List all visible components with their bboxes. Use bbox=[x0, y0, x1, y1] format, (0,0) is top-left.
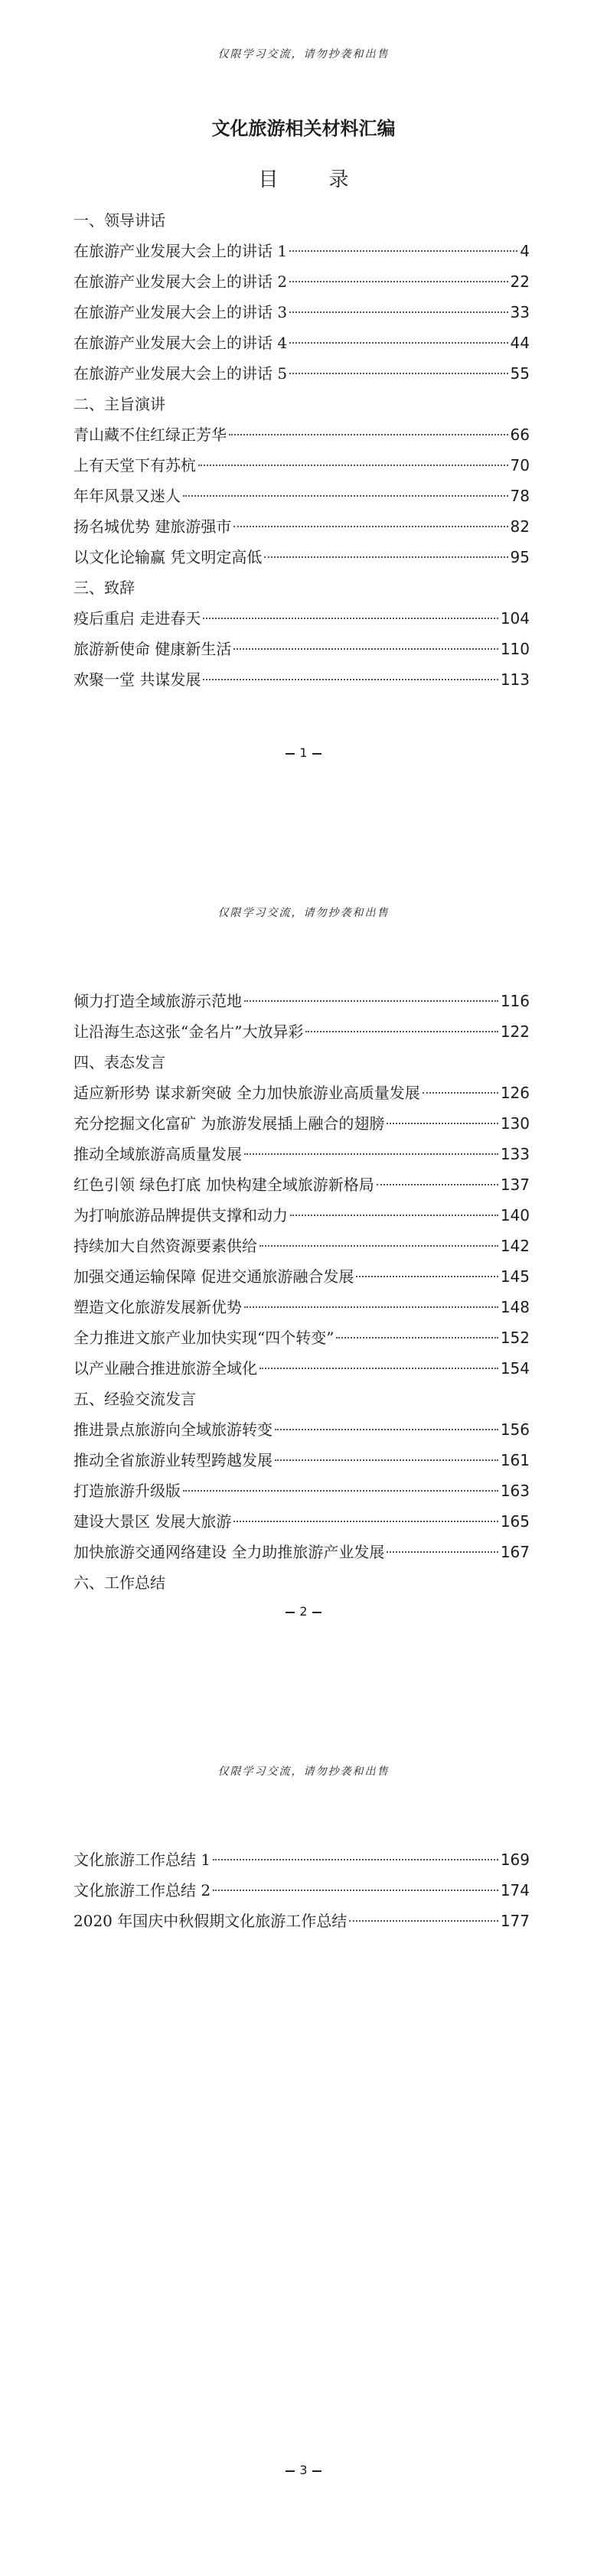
toc-entry-title: 倾力打造全域旅游示范地 bbox=[73, 992, 242, 1010]
toc-entry-title: 红色引领 绿色打底 加快构建全域旅游新格局 bbox=[73, 1176, 374, 1194]
toc-entry-title: 青山藏不住红绿正芳华 bbox=[73, 426, 227, 444]
table-of-contents bbox=[73, 1844, 530, 1936]
page-header: 仅限学习交流，请勿抄袭和出售 bbox=[217, 1766, 390, 1778]
toc-leader-dots bbox=[289, 311, 507, 313]
toc-entry-page: 177 bbox=[500, 1912, 530, 1930]
toc-entry-page: 163 bbox=[500, 1482, 530, 1500]
toc-entry-title: 加强交通运输保障 促进交通旅游融合发展 bbox=[73, 1267, 354, 1286]
toc-entry[interactable] bbox=[73, 1537, 530, 1567]
toc-entry-title: 充分挖掘文化富矿 为旅游发展插上融合的翅膀 bbox=[73, 1114, 385, 1133]
page-number: 1 bbox=[299, 745, 308, 760]
toc-entry[interactable] bbox=[73, 358, 530, 389]
toc-entry[interactable] bbox=[73, 1261, 530, 1292]
toc-section-heading bbox=[73, 1384, 530, 1414]
toc-entry-title: 建设大景区 发展大旅游 bbox=[73, 1512, 232, 1531]
toc-entry-page: 78 bbox=[510, 487, 530, 505]
toc-entry-title: 欢聚一堂 共谋发展 bbox=[73, 670, 201, 689]
toc-leader-dots bbox=[289, 373, 507, 374]
toc-leader-dots bbox=[233, 648, 498, 650]
toc-entry[interactable] bbox=[73, 511, 530, 542]
toc-entry-page: 156 bbox=[500, 1420, 530, 1439]
page-number: 3 bbox=[299, 2463, 308, 2477]
toc-leader-dots bbox=[336, 1337, 498, 1339]
toc-leader-dots bbox=[264, 556, 507, 558]
toc-entry-page: 104 bbox=[500, 609, 530, 628]
toc-entry-page: 142 bbox=[500, 1237, 530, 1255]
toc-entry[interactable] bbox=[73, 1906, 530, 1936]
toc-entry-page: 126 bbox=[500, 1084, 530, 1102]
toc-leader-dots bbox=[387, 1551, 498, 1553]
toc-entry-page: 165 bbox=[500, 1512, 530, 1531]
page-header: 仅限学习交流，请勿抄袭和出售 bbox=[217, 907, 390, 919]
toc-entry-title: 以文化论输赢 凭文明定高低 bbox=[73, 548, 263, 566]
toc-leader-dots bbox=[244, 1306, 498, 1308]
toc-entry-page: 130 bbox=[500, 1114, 530, 1133]
toc-entry-page: 95 bbox=[510, 548, 530, 566]
toc-leader-dots bbox=[203, 679, 498, 680]
toc-entry[interactable] bbox=[73, 603, 530, 634]
toc-entry-title: 持续加大自然资源要素供给 bbox=[73, 1237, 257, 1255]
toc-entry[interactable] bbox=[73, 236, 530, 266]
document-title: 文化旅游相关材料汇编 bbox=[211, 118, 396, 139]
toc-entry[interactable] bbox=[73, 1200, 530, 1231]
toc-entry-page: 22 bbox=[510, 272, 530, 291]
toc-leader-dots bbox=[198, 465, 508, 466]
toc-entry[interactable] bbox=[73, 1169, 530, 1200]
toc-leader-dots bbox=[213, 1859, 498, 1860]
toc-leader-dots bbox=[244, 1153, 498, 1155]
toc-leader-dots bbox=[259, 1245, 498, 1247]
toc-entry-title: 上有天堂下有苏杭 bbox=[73, 456, 196, 474]
page-footer bbox=[0, 2463, 607, 2477]
toc-entry-page: 140 bbox=[500, 1206, 530, 1224]
toc-section-label: 六、工作总结 bbox=[73, 1573, 165, 1592]
toc-entry[interactable] bbox=[73, 1506, 530, 1537]
toc-leader-dots bbox=[356, 1276, 498, 1277]
toc-leader-dots bbox=[289, 250, 517, 252]
table-of-contents bbox=[73, 205, 530, 695]
toc-leader-dots bbox=[183, 1490, 498, 1492]
toc-entry-title: 推动全域旅游高质量发展 bbox=[73, 1145, 242, 1163]
toc-entry[interactable] bbox=[73, 1231, 530, 1261]
toc-entry[interactable] bbox=[73, 1844, 530, 1875]
page-3 bbox=[0, 1717, 607, 2576]
toc-leader-dots bbox=[290, 1215, 498, 1216]
toc-entry-page: 113 bbox=[500, 670, 530, 689]
toc-entry-title: 在旅游产业发展大会上的讲话 1 bbox=[73, 242, 288, 260]
page-number: 2 bbox=[299, 1604, 308, 1619]
toc-leader-dots bbox=[244, 1000, 498, 1002]
toc-entry[interactable] bbox=[73, 481, 530, 511]
toc-entry-title: 推进景点旅游向全域旅游转变 bbox=[73, 1420, 272, 1439]
toc-entry-page: 82 bbox=[510, 517, 530, 536]
toc-entry-title: 全力推进文旅产业加快实现“四个转变” bbox=[73, 1329, 335, 1347]
toc-section-label: 一、领导讲话 bbox=[73, 211, 165, 230]
toc-entry[interactable] bbox=[73, 1078, 530, 1108]
toc-leader-dots bbox=[349, 1920, 498, 1922]
toc-entry-title: 文化旅游工作总结 2 bbox=[73, 1881, 211, 1899]
toc-section-heading bbox=[73, 1567, 530, 1598]
toc-leader-dots bbox=[305, 1031, 498, 1032]
toc-entry[interactable] bbox=[73, 266, 530, 297]
toc-section-label: 五、经验交流发言 bbox=[73, 1390, 196, 1408]
toc-entry-title: 文化旅游工作总结 1 bbox=[73, 1850, 211, 1869]
toc-entry-page: 148 bbox=[500, 1298, 530, 1316]
toc-title: 目 录 bbox=[258, 168, 364, 191]
toc-leader-dots bbox=[377, 1184, 498, 1185]
toc-entry-title: 加快旅游交通网络建设 全力助推旅游产业发展 bbox=[73, 1543, 385, 1561]
toc-entry-title: 适应新形势 谋求新突破 全力加快旅游业高质量发展 bbox=[73, 1084, 420, 1102]
toc-section-heading bbox=[73, 205, 530, 236]
toc-entry-title: 打造旅游升级版 bbox=[73, 1482, 181, 1500]
toc-entry[interactable] bbox=[73, 634, 530, 664]
toc-entry[interactable] bbox=[73, 328, 530, 358]
toc-entry-page: 66 bbox=[510, 426, 530, 444]
toc-entry[interactable] bbox=[73, 664, 530, 695]
toc-entry-page: 137 bbox=[500, 1176, 530, 1194]
page-footer bbox=[0, 745, 607, 760]
toc-entry-page: 145 bbox=[500, 1267, 530, 1286]
toc-entry-page: 116 bbox=[500, 992, 530, 1010]
toc-entry-title: 扬名城优势 建旅游强市 bbox=[73, 517, 232, 536]
page-2 bbox=[0, 859, 607, 1717]
toc-entry[interactable] bbox=[73, 1353, 530, 1384]
toc-leader-dots bbox=[203, 618, 498, 619]
toc-entry-page: 110 bbox=[500, 640, 530, 658]
toc-entry-title: 在旅游产业发展大会上的讲话 5 bbox=[73, 364, 288, 383]
page-header: 仅限学习交流，请勿抄袭和出售 bbox=[217, 48, 390, 60]
toc-section-label: 二、主旨演讲 bbox=[73, 395, 165, 413]
toc-leader-dots bbox=[229, 434, 508, 435]
toc-leader-dots bbox=[233, 526, 507, 527]
toc-entry-title: 在旅游产业发展大会上的讲话 3 bbox=[73, 303, 288, 321]
toc-entry[interactable] bbox=[73, 1292, 530, 1322]
toc-section-label: 四、表态发言 bbox=[73, 1053, 165, 1071]
toc-entry[interactable] bbox=[73, 1108, 530, 1139]
toc-entry[interactable] bbox=[73, 450, 530, 481]
toc-entry-title: 在旅游产业发展大会上的讲话 2 bbox=[73, 272, 288, 291]
toc-leader-dots bbox=[387, 1123, 498, 1124]
toc-entry[interactable] bbox=[73, 297, 530, 328]
toc-leader-dots bbox=[183, 495, 508, 497]
page-1 bbox=[0, 0, 607, 859]
toc-entry-title: 塑造文化旅游发展新优势 bbox=[73, 1298, 242, 1316]
toc-entry-title: 旅游新使命 健康新生活 bbox=[73, 640, 232, 658]
toc-entry-title: 2020 年国庆中秋假期文化旅游工作总结 bbox=[73, 1912, 348, 1930]
toc-entry-page: 167 bbox=[500, 1543, 530, 1561]
page-footer bbox=[0, 1604, 607, 1619]
toc-leader-dots bbox=[289, 281, 507, 282]
toc-entry[interactable] bbox=[73, 1445, 530, 1475]
toc-entry-title: 年年风景又迷人 bbox=[73, 487, 181, 505]
toc-entry[interactable] bbox=[73, 1414, 530, 1445]
toc-entry-page: 169 bbox=[500, 1850, 530, 1869]
toc-entry-title: 疫后重启 走进春天 bbox=[73, 609, 201, 628]
toc-entry[interactable] bbox=[73, 1875, 530, 1906]
toc-entry[interactable] bbox=[73, 1475, 530, 1506]
toc-section-heading bbox=[73, 1047, 530, 1078]
toc-entry-title: 在旅游产业发展大会上的讲话 4 bbox=[73, 334, 288, 352]
toc-leader-dots bbox=[233, 1521, 498, 1522]
toc-entry[interactable] bbox=[73, 1016, 530, 1047]
toc-section-heading bbox=[73, 572, 530, 603]
toc-entry[interactable] bbox=[73, 419, 530, 450]
toc-entry[interactable] bbox=[73, 1322, 530, 1353]
toc-entry-title: 以产业融合推进旅游全域化 bbox=[73, 1359, 257, 1378]
toc-leader-dots bbox=[213, 1890, 498, 1891]
toc-entry-page: 161 bbox=[500, 1451, 530, 1469]
toc-entry-page: 44 bbox=[510, 334, 530, 352]
toc-section-label: 三、致辞 bbox=[73, 579, 135, 597]
toc-entry-page: 154 bbox=[500, 1359, 530, 1378]
toc-entry-page: 33 bbox=[510, 303, 530, 321]
toc-entry-page: 152 bbox=[500, 1329, 530, 1347]
toc-entry-page: 122 bbox=[500, 1022, 530, 1041]
toc-leader-dots bbox=[289, 342, 507, 344]
toc-leader-dots bbox=[275, 1429, 498, 1430]
toc-entry[interactable] bbox=[73, 1139, 530, 1169]
toc-leader-dots bbox=[423, 1092, 498, 1094]
toc-entry-page: 55 bbox=[510, 364, 530, 383]
toc-entry[interactable] bbox=[73, 986, 530, 1016]
toc-entry-page: 4 bbox=[520, 242, 530, 260]
toc-entry-page: 174 bbox=[500, 1881, 530, 1899]
table-of-contents bbox=[73, 986, 530, 1598]
toc-entry-page: 70 bbox=[510, 456, 530, 474]
toc-leader-dots bbox=[275, 1459, 498, 1461]
toc-leader-dots bbox=[259, 1368, 498, 1369]
toc-entry[interactable] bbox=[73, 542, 530, 572]
toc-section-heading bbox=[73, 389, 530, 419]
toc-entry-title: 为打响旅游品牌提供支撑和动力 bbox=[73, 1206, 288, 1224]
toc-entry-page: 133 bbox=[500, 1145, 530, 1163]
toc-entry-title: 让沿海生态这张“金名片”大放异彩 bbox=[73, 1022, 304, 1041]
toc-entry-title: 推动全省旅游业转型跨越发展 bbox=[73, 1451, 272, 1469]
